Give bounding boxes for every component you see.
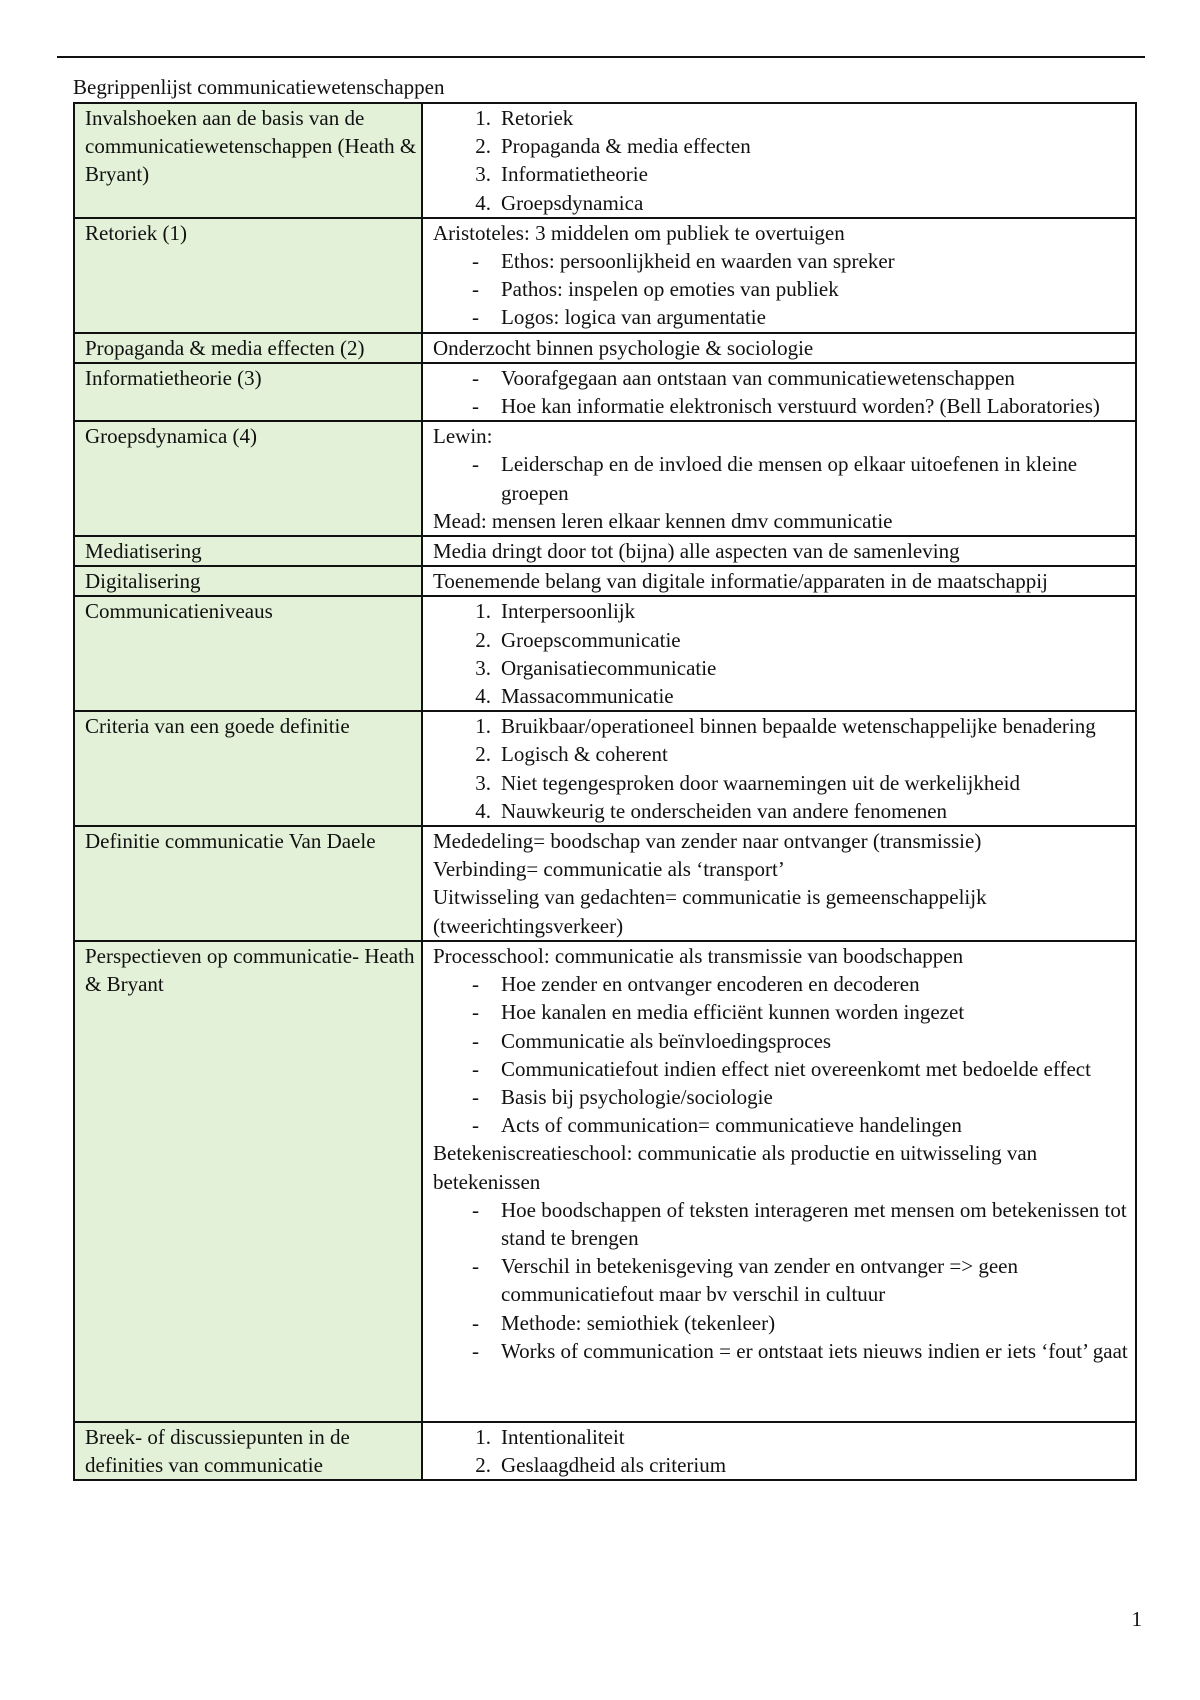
list-item: 3. Niet tegengesproken door waarnemingen uit de werkelijkheid — [475, 770, 1020, 795]
page-number: 1 — [1131, 1607, 1142, 1631]
term-cell: Invalshoeken aan de basis van de communicatiewetenschappen (Heath & Bryant) — [74, 103, 422, 218]
definition-cell — [422, 103, 1136, 218]
table-row — [74, 103, 1136, 218]
definition-cell — [422, 711, 1136, 826]
table-row — [74, 218, 1136, 333]
list-item: - Verschil in betekenisgeving van zender en ontvanger => geen communicatiefout maar bv verschil in cultuur — [472, 1254, 1019, 1307]
term-cell: Communicatieniveaus — [74, 596, 422, 711]
list-item: - Acts of communication= communicatieve handelingen — [472, 1113, 962, 1138]
table-row — [74, 596, 1136, 711]
meaning-school-intro: Betekeniscreatieschool: communicatie als productie en uitwisseling van betekenissen — [433, 1141, 1038, 1194]
list-item: 2. Logisch & coherent — [475, 742, 668, 767]
list-item: 4. Nauwkeurig te onderscheiden van andere fenomenen — [475, 798, 948, 823]
table-row — [74, 941, 1136, 1422]
term-cell: Criteria van een goede definitie — [74, 711, 422, 826]
definition-line: Mededeling= boodschap van zender naar ontvanger (transmissie) — [433, 829, 982, 854]
list-item: - Hoe kan informatie elektronisch verstuurd worden? (Bell Laboratories) — [472, 394, 1100, 419]
definition-cell — [422, 596, 1136, 711]
term-cell: Propaganda & media effecten (2) — [74, 333, 422, 363]
list-item: 1. Interpersoonlijk — [475, 599, 636, 624]
list-item: 4. Massacommunicatie — [475, 684, 674, 709]
list-item: 3. Informatietheorie — [475, 162, 648, 187]
process-school-intro: Processchool: communicatie als transmissie van boodschappen — [433, 943, 964, 968]
list-item: - Leiderschap en de invloed die mensen op elkaar uitoefenen in kleine groepen — [472, 452, 1078, 505]
list-item: - Hoe boodschappen of teksten interageren met mensen om betekenissen tot stand te brengen — [472, 1197, 1127, 1250]
definition-cell: Onderzocht binnen psychologie & sociologie — [422, 333, 1136, 363]
list-item: 1. Retoriek — [475, 106, 574, 130]
list-item: - Communicatiefout indien effect niet overeenkomt met bedoelde effect — [472, 1056, 1091, 1081]
definition-cell — [422, 218, 1136, 333]
definition-cell: Media dringt door tot (bijna) alle aspecten van de samenleving — [422, 536, 1136, 566]
definition-cell — [422, 1422, 1136, 1480]
definition-line: Uitwisseling van gedachten= communicatie is gemeenschappelijk (tweerichtingsverkeer) — [433, 885, 987, 938]
definition-cell — [422, 363, 1136, 421]
list-item: 3. Organisatiecommunicatie — [475, 655, 717, 680]
list-item: 1. Intentionaliteit — [475, 1424, 625, 1449]
table-row — [74, 566, 1136, 596]
table-row — [74, 711, 1136, 826]
table-row — [74, 1422, 1136, 1480]
list-item: - Voorafgegaan aan ontstaan van communicatiewetenschappen — [472, 365, 1015, 390]
term-cell: Breek- of discussiepunten in de definities van communicatie — [74, 1422, 422, 1480]
top-rule — [57, 56, 1145, 58]
list-item: 2. Propaganda & media effecten — [475, 134, 751, 159]
definition-cell: Toenemende belang van digitale informatie/apparaten in de maatschappij — [422, 566, 1136, 596]
list-item: - Methode: semiothiek (tekenleer) — [472, 1310, 776, 1335]
document-title: Begrippenlijst communicatiewetenschappen — [73, 75, 445, 99]
term-cell: Mediatisering — [74, 536, 422, 566]
list-item: - Logos: logica van argumentatie — [472, 305, 766, 330]
definition-cell — [422, 941, 1136, 1422]
table-row — [74, 536, 1136, 566]
list-item: - Pathos: inspelen op emoties van publiek — [472, 277, 839, 302]
list-item: - Basis bij psychologie/sociologie — [472, 1084, 773, 1109]
list-item: 2. Geslaagdheid als criterium — [475, 1453, 727, 1478]
list-item: - Hoe kanalen en media efficiënt kunnen worden ingezet — [472, 1000, 965, 1025]
term-cell: Perspectieven op communicatie- Heath & Bryant — [74, 941, 422, 1422]
definition-cell — [422, 421, 1136, 536]
table-row — [74, 333, 1136, 363]
list-item: 4. Groepsdynamica — [475, 190, 644, 215]
list-item: - Works of communication = er ontstaat iets nieuws indien er iets ‘fout’ gaat — [472, 1338, 1128, 1363]
definition-intro: Aristoteles: 3 middelen om publiek te overtuigen — [433, 220, 845, 245]
term-cell: Definitie communicatie Van Daele — [74, 826, 422, 941]
glossary-table — [73, 102, 1137, 1481]
blank-space — [433, 1365, 1135, 1421]
list-item: - Ethos: persoonlijkheid en waarden van spreker — [472, 249, 895, 274]
list-item: - Hoe zender en ontvanger encoderen en decoderen — [472, 972, 920, 997]
list-item: 2. Groepscommunicatie — [475, 627, 681, 652]
definition-line: Verbinding= communicatie als ‘transport’ — [433, 857, 785, 882]
term-cell: Informatietheorie (3) — [74, 363, 422, 421]
term-cell: Groepsdynamica (4) — [74, 421, 422, 536]
definition-intro: Lewin: — [433, 424, 493, 449]
term-cell: Digitalisering — [74, 566, 422, 596]
list-item: - Communicatie als beïnvloedingsproces — [472, 1028, 832, 1053]
definition-outro: Mead: mensen leren elkaar kennen dmv communicatie — [433, 508, 893, 533]
table-row — [74, 826, 1136, 941]
list-item: 1. Bruikbaar/operationeel binnen bepaalde wetenschappelijke benadering — [475, 714, 1096, 739]
definition-cell — [422, 826, 1136, 941]
term-cell: Retoriek (1) — [74, 218, 422, 333]
table-row — [74, 363, 1136, 421]
table-row — [74, 421, 1136, 536]
